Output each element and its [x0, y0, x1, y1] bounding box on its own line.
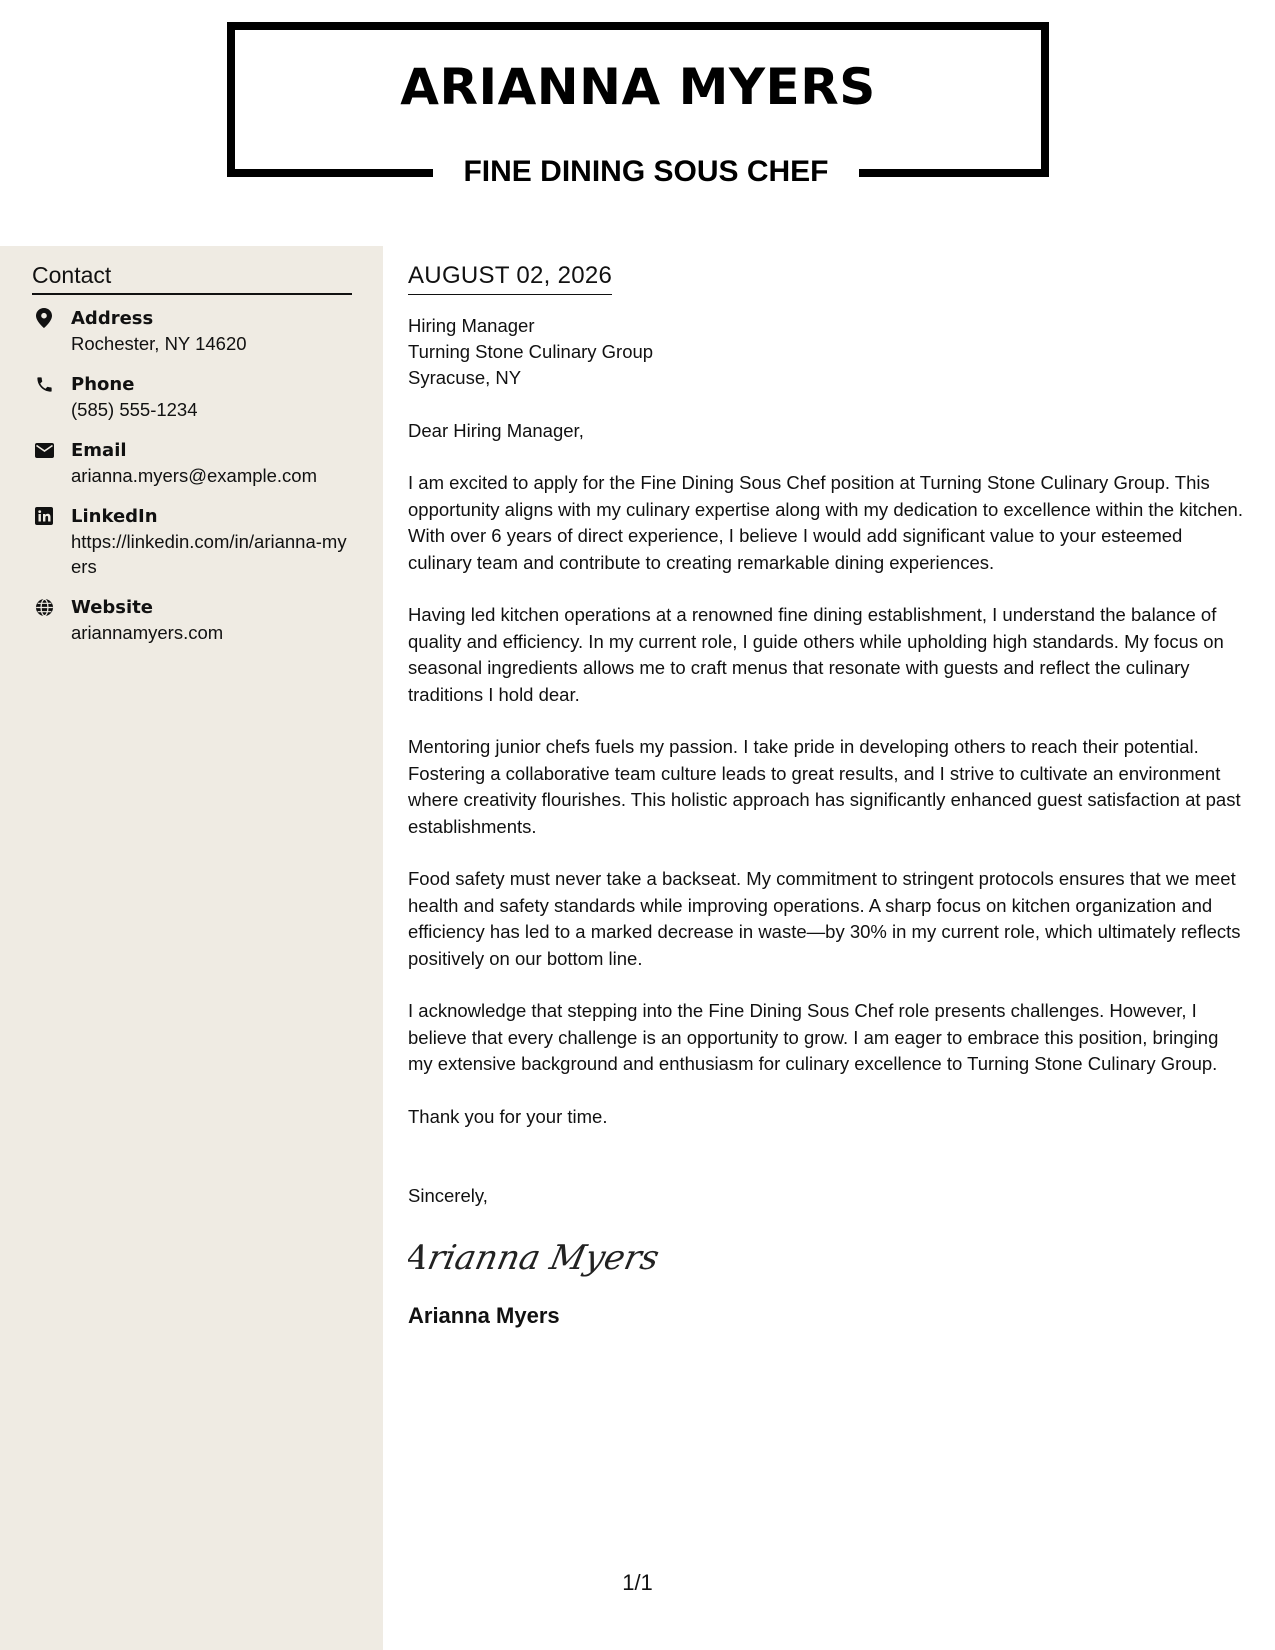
contact-heading: Contact [32, 262, 352, 295]
page-number: 1/1 [622, 1570, 653, 1595]
phone-value: (585) 555-1234 [71, 399, 198, 420]
job-title-wrap [433, 153, 859, 191]
contact-sidebar [0, 246, 383, 1650]
email-value: arianna.myers@example.com [71, 465, 318, 486]
phone-label: Phone [71, 374, 135, 395]
website-value[interactable]: ariannamyers.com [71, 622, 224, 643]
contact-item-address [32, 306, 352, 356]
contact-item-phone [32, 372, 352, 422]
candidate-name: ARIANNA MYERS [400, 58, 876, 116]
thanks-line: Thank you for your time. [408, 1105, 608, 1127]
letter-date: AUGUST 02, 2026 [408, 262, 612, 295]
recipient-line: Hiring Manager [408, 315, 535, 336]
map-pin-icon [34, 308, 54, 328]
header-frame [227, 22, 1049, 188]
envelope-icon [34, 440, 54, 460]
recipient-line: Turning Stone Culinary Group [408, 341, 654, 362]
letter-paragraph: Having led kitchen operations at a renowned fine dining establishment, I understand the balance of quality and efficiency. In my current role, I guide others while upholding high standards. My focus on seasonal ingredients allows me to craft menus that resonate with guests and reflect the culinary traditions I hold dear. [408, 604, 1224, 705]
job-title: FINE DINING SOUS CHEF [463, 155, 829, 188]
address-value: Rochester, NY 14620 [71, 333, 247, 354]
phone-icon [34, 374, 54, 394]
letter-paragraph: I acknowledge that stepping into the Fine Dining Sous Chef role presents challenges. However, I believe that every challenge is an opportunity to grow. I am eager to embrace this position, bringing my extensive background and enthusiasm for culinary excellence to Turning Stone Culinary Group. [408, 1000, 1219, 1074]
salutation: Dear Hiring Manager, [408, 420, 584, 441]
address-label: Address [71, 308, 154, 329]
globe-icon [34, 597, 54, 617]
signature-text: Arianna Myers [408, 1237, 663, 1278]
linkedin-icon [34, 506, 54, 526]
recipient-block [408, 313, 1248, 391]
contact-item-website [32, 595, 352, 645]
closing: Sincerely, [408, 1184, 488, 1206]
letter-paragraph: Mentoring junior chefs fuels my passion. I take pride in developing others to reach their potential. Fostering a collaborative team culture leads to great results, and I strive to cultivate an environment where creativity flourishes. This holistic approach has significantly enhanced guest satisfaction at past establishments. [408, 736, 1241, 837]
contact-item-email [32, 438, 352, 488]
signed-name: Arianna Myers [408, 1302, 560, 1328]
email-label: Email [71, 440, 127, 461]
letter-body [408, 262, 1248, 1329]
contact-list [32, 306, 352, 661]
linkedin-value[interactable]: https://linkedin.com/in/arianna-myers [71, 531, 347, 577]
linkedin-label: LinkedIn [71, 506, 158, 527]
handwritten-signature [408, 1229, 1248, 1285]
recipient-line: Syracuse, NY [408, 367, 522, 388]
contact-item-linkedin [32, 504, 352, 579]
letter-paragraph: I am excited to apply for the Fine Dining Sous Chef position at Turning Stone Culinary Group. This opportunity aligns with my culinary expertise along with my dedication to excellence within the kitchen. With over 6 years of direct experience, I believe I would add significant value to your esteemed culinary team and contribute to creating remarkable dining experiences. [408, 472, 1243, 573]
website-label: Website [71, 597, 154, 618]
letter-paragraph: Food safety must never take a backseat. My commitment to stringent protocols ensures that we meet health and safety standards while improving operations. A sharp focus on kitchen organization and efficiency has led to a marked decrease in waste—by 30% in my current role, which ultimately reflects positively on our bottom line. [408, 868, 1241, 969]
